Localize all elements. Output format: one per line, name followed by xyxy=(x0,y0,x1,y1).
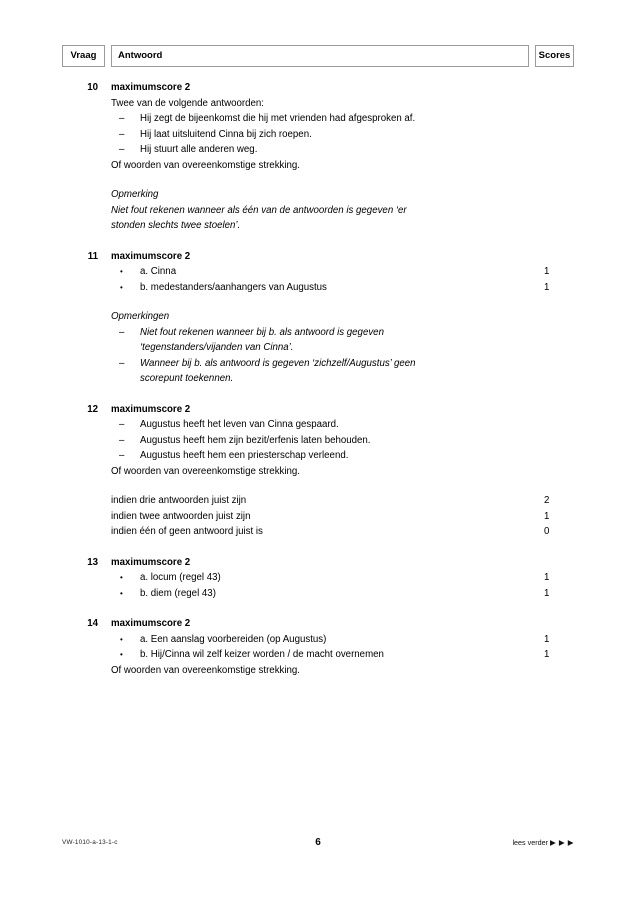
question-heading-11 xyxy=(62,249,574,265)
column-header-vraag xyxy=(62,45,105,67)
note-item-text: ‘tegenstanders/vijanden van Cinna’. xyxy=(140,342,294,353)
score-value: 1 xyxy=(544,572,550,583)
page-number: 6 xyxy=(315,837,321,848)
note-heading-11: Opmerkingen xyxy=(111,311,170,322)
spacer xyxy=(62,601,574,616)
question-closing-12: Of woorden van overeenkomstige strekking. xyxy=(111,465,301,477)
note-text-line: Niet fout rekenen wanneer als één van de antwoorden is gegeven ‘er xyxy=(111,204,407,216)
note-item-text: Niet fout rekenen wanneer bij b. als antwoord is gegeven xyxy=(140,326,384,338)
note-item-text: Wanneer bij b. als antwoord is gegeven ‘zichzelf/Augustus’ geen xyxy=(140,357,416,369)
answer-item xyxy=(111,264,574,280)
bullet-icon: • xyxy=(120,634,123,644)
question-block-12 xyxy=(62,402,574,540)
question-title-13: maximumscore 2 xyxy=(111,556,191,568)
scoring-condition-text: indien één of geen antwoord juist is xyxy=(111,526,263,537)
answer-item-text: Augustus heeft het leven van Cinna gespaard. xyxy=(140,419,339,430)
question-heading-12 xyxy=(62,402,574,418)
question-heading-13 xyxy=(62,555,574,571)
scoring-condition-text: indien twee antwoorden juist zijn xyxy=(111,510,251,522)
answer-item-text: Augustus heeft hem zijn bezit/erfenis laten behouden. xyxy=(140,434,371,446)
note-item-continuation xyxy=(111,340,574,356)
answer-item xyxy=(111,111,574,127)
answer-item-text: Hij zegt de bijeenkomst die hij met vrienden had afgesproken af. xyxy=(140,113,416,124)
scoring-condition xyxy=(111,524,574,540)
question-title-11: maximumscore 2 xyxy=(111,250,191,262)
column-header-scores-label: Scores xyxy=(538,50,571,61)
dash-icon: – xyxy=(119,326,125,338)
note-item-continuation xyxy=(111,371,574,387)
answer-item xyxy=(111,142,574,158)
note-text-line: stonden slechts twee stoelen’. xyxy=(111,220,241,231)
answer-item xyxy=(111,632,574,648)
answer-item xyxy=(111,127,574,143)
question-title-12: maximumscore 2 xyxy=(111,403,191,415)
answer-item-text: Hij stuurt alle anderen weg. xyxy=(140,144,258,155)
answer-model-content xyxy=(62,80,574,678)
dash-icon: – xyxy=(119,113,125,124)
spacer xyxy=(62,540,574,555)
answer-item-text: b. medestanders/aanhangers van Augustus xyxy=(140,281,327,293)
answer-item-text: b. Hij/Cinna wil zelf keizer worden / de macht overnemen xyxy=(140,649,384,660)
note-heading-10: Opmerking xyxy=(111,189,159,200)
question-title-10: maximumscore 2 xyxy=(111,82,191,93)
column-header-vraag-label: Vraag xyxy=(70,50,97,61)
table-header-row xyxy=(62,45,574,67)
question-number-12: 12 xyxy=(87,403,98,415)
question-heading-14 xyxy=(62,616,574,632)
column-header-scores xyxy=(535,45,574,67)
answer-item-text: Hij laat uitsluitend Cinna bij zich roepen. xyxy=(140,128,312,140)
bullet-icon: • xyxy=(120,282,123,292)
question-number-13: 13 xyxy=(87,556,98,568)
bullet-icon: • xyxy=(120,588,123,598)
question-closing-10: Of woorden van overeenkomstige strekking. xyxy=(111,159,301,171)
answer-item xyxy=(111,448,574,464)
score-value: 2 xyxy=(544,495,550,506)
bullet-icon: • xyxy=(120,267,123,276)
document-code: VW-1010-a-13-1-c xyxy=(62,839,118,846)
scoring-condition xyxy=(111,509,574,525)
answer-item xyxy=(111,570,574,586)
scoring-condition-text: indien drie antwoorden juist zijn xyxy=(111,495,247,506)
dash-icon: – xyxy=(119,434,125,446)
scoring-condition xyxy=(111,493,574,509)
column-header-antwoord xyxy=(111,45,529,67)
continue-notice-label: lees verder xyxy=(512,838,549,847)
bullet-icon: • xyxy=(120,650,123,659)
note-item-text: scorepunt toekennen. xyxy=(140,373,234,384)
answer-item xyxy=(111,433,574,449)
bullet-icon: • xyxy=(120,573,123,582)
question-block-13 xyxy=(62,555,574,602)
page-footer xyxy=(62,836,574,852)
triangle-right-icon: ▶ ▶ ▶ xyxy=(550,838,574,847)
answer-item xyxy=(111,647,574,663)
column-header-antwoord-label: Antwoord xyxy=(118,50,163,61)
question-intro-10: Twee van de volgende antwoorden: xyxy=(111,97,264,109)
score-value: 1 xyxy=(544,649,550,660)
score-value: 1 xyxy=(544,510,550,522)
dash-icon: – xyxy=(119,419,125,430)
answer-item-text: a. Cinna xyxy=(140,266,177,277)
note-item xyxy=(111,356,574,372)
question-number-10: 10 xyxy=(87,82,98,93)
answer-item-text: b. diem (regel 43) xyxy=(140,587,216,599)
answer-item-text: a. locum (regel 43) xyxy=(140,572,221,583)
question-closing-14: Of woorden van overeenkomstige strekking. xyxy=(111,664,301,676)
answer-item-text: a. Een aanslag voorbereiden (op Augustus) xyxy=(140,633,327,645)
dash-icon: – xyxy=(119,144,125,155)
answer-item-text: Augustus heeft hem een priesterschap verleend. xyxy=(140,450,349,461)
dash-icon: – xyxy=(119,128,125,140)
spacer xyxy=(62,234,574,249)
score-value: 1 xyxy=(544,281,550,293)
note-item xyxy=(111,325,574,341)
answer-item xyxy=(111,417,574,433)
spacer xyxy=(62,173,574,187)
score-value: 1 xyxy=(544,266,550,277)
score-value: 0 xyxy=(544,526,550,537)
score-value: 1 xyxy=(544,633,550,645)
question-number-14: 14 xyxy=(87,618,98,629)
spacer xyxy=(62,295,574,309)
spacer xyxy=(62,479,574,493)
question-number-11: 11 xyxy=(87,250,98,262)
dash-icon: – xyxy=(119,450,125,461)
question-heading-10 xyxy=(62,80,574,96)
continue-notice xyxy=(512,836,574,850)
question-block-10 xyxy=(62,80,574,234)
question-title-14: maximumscore 2 xyxy=(111,618,191,629)
dash-icon: – xyxy=(119,357,125,369)
answer-item xyxy=(111,586,574,602)
question-block-14 xyxy=(62,616,574,678)
score-value: 1 xyxy=(544,587,550,599)
question-block-11 xyxy=(62,249,574,387)
answer-item xyxy=(111,280,574,296)
spacer xyxy=(62,387,574,402)
